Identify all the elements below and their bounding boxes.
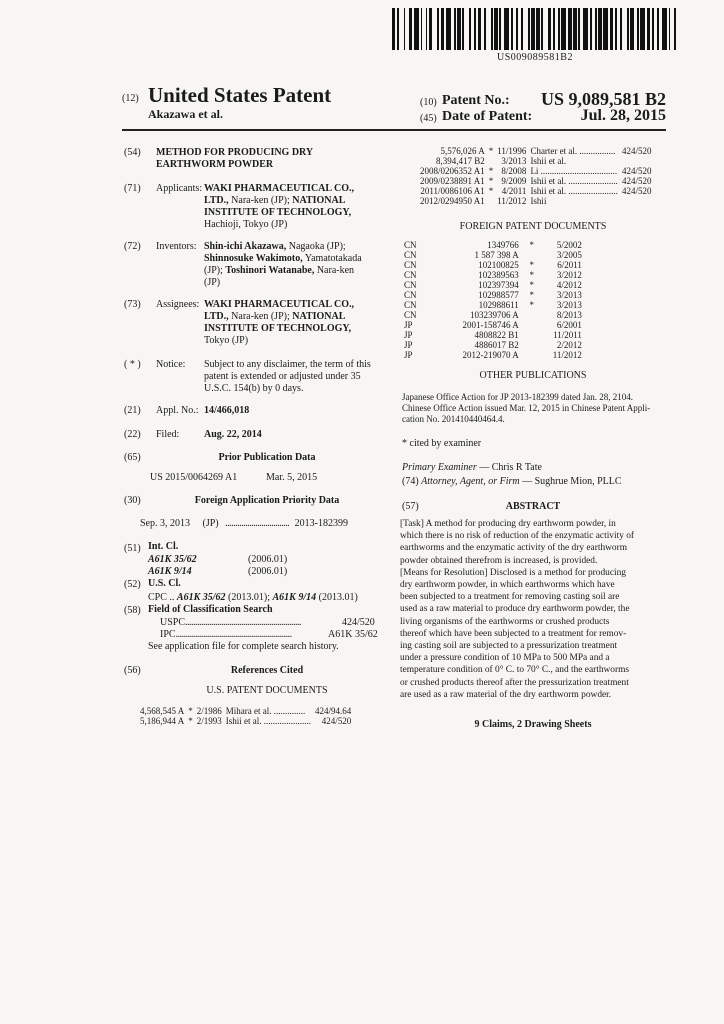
foreign-ref-row: [402, 240, 584, 250]
notice-label: Notice:: [156, 359, 186, 370]
right-ref-cell: [487, 196, 496, 206]
foreign-ref-cell: *: [529, 260, 535, 270]
code-73: (73): [124, 299, 141, 310]
foreign-ref-cell: 3/2005: [556, 250, 582, 260]
inventors-value: Shin-ichi Akazawa, Nagaoka (JP); Shinnosuke Wakimoto, Yamatotakada (JP); Toshinori Watanabe, Nara-ken (JP): [204, 241, 362, 288]
foreign-ref-cell: 102389563: [478, 270, 519, 280]
barcode-number: US009089581B2: [497, 52, 573, 63]
foreign-ref-cell: 11/2012: [552, 350, 582, 360]
foreign-priority-heading: Foreign Application Priority Data: [194, 495, 340, 506]
barcode: [392, 8, 678, 50]
abstract-line: living organisms of the earthworms or crushed products: [400, 616, 610, 627]
right-ref-cell: Ishii et al.: [530, 156, 567, 166]
foreign-ref-row: [402, 250, 584, 260]
right-ref-cell: [620, 156, 654, 166]
foreign-refs-table: [402, 240, 584, 360]
code-58: (58): [124, 605, 141, 616]
right-ref-cell: 424/520: [621, 166, 652, 176]
foreign-ref-cell: 103239706 A: [470, 310, 519, 320]
foreign-ref-cell: 1 587 398 A: [474, 250, 519, 260]
right-ref-cell: 8,394,417 B2: [436, 156, 485, 166]
foreign-ref-cell: [521, 340, 543, 350]
foreign-ref-cell: CN: [404, 280, 417, 290]
foreign-ref-cell: [521, 250, 543, 260]
code-65: (65): [124, 452, 141, 463]
assignees-label: Assignees:: [156, 299, 200, 310]
us-patent-docs-heading: U.S. PATENT DOCUMENTS: [206, 685, 328, 696]
other-pubs-heading: OTHER PUBLICATIONS: [479, 370, 587, 381]
foreign-ref-cell: JP: [404, 340, 413, 350]
ipc-value: A61K 35/62: [328, 629, 378, 640]
foreign-ref-cell: CN: [404, 260, 417, 270]
code-10: (10): [420, 97, 437, 108]
left-ref-cell: 2/1993: [196, 716, 222, 726]
foreign-ref-cell: 3/2013: [556, 300, 582, 310]
applicants-value: WAKI PHARMACEUTICAL CO., LTD., Nara-ken (JP); NATIONAL INSTITUTE OF TECHNOLOGY, Hachioji, Tokyo (JP): [204, 183, 355, 230]
foreign-ref-cell: *: [529, 240, 535, 250]
foreign-ref-row: [402, 270, 584, 280]
prior-pub-heading: Prior Publication Data: [218, 452, 316, 463]
right-ref-cell: *: [488, 166, 494, 176]
code-54: (54): [124, 147, 141, 158]
notice-text: Subject to any disclaimer, the term of this patent is extended or adjusted under 35 U.S.C. 154(b) by 0 days.: [204, 359, 371, 394]
right-ref-cell: *: [488, 176, 494, 186]
abstract-line: or crushed products thereof after the pressurization treatment: [400, 677, 629, 688]
foreign-ref-cell: *: [529, 300, 535, 310]
invention-title: METHOD FOR PRODUCING DRY EARTHWORM POWDER: [156, 147, 313, 170]
right-ref-cell: 424/520: [621, 146, 652, 156]
foreign-ref-cell: CN: [404, 300, 417, 310]
foreign-ref-cell: 102397394: [478, 280, 519, 290]
inventor-short: Akazawa et al.: [148, 107, 223, 121]
abstract-line: [Means for Resolution] Disclosed is a method for producing: [400, 567, 626, 578]
appl-number: 14/466,018: [204, 405, 250, 416]
prior-pub-date: Mar. 5, 2015: [266, 472, 318, 483]
foreign-ref-row: [402, 280, 584, 290]
right-ref-row: [418, 166, 653, 176]
right-ref-cell: 3/2013: [501, 156, 527, 166]
claims-summary: 9 Claims, 2 Drawing Sheets: [474, 719, 592, 730]
foreign-ref-cell: *: [529, 270, 535, 280]
abstract-line: [Task] A method for producing dry earthworm powder, in: [400, 519, 616, 529]
left-ref-cell: 424/520: [321, 716, 352, 726]
abstract-text: [400, 518, 666, 701]
code-12: (12): [122, 93, 139, 104]
patent-no-label: Patent No.:: [442, 93, 510, 108]
foreign-ref-cell: [521, 330, 543, 340]
foreign-ref-row: [402, 310, 584, 320]
foreign-ref-row: [402, 330, 584, 340]
foreign-ref-cell: [521, 310, 543, 320]
see-application: See application file for complete search history.: [148, 641, 339, 652]
foreign-ref-cell: 4/2012: [556, 280, 582, 290]
right-ref-row: [418, 186, 653, 196]
right-ref-cell: 2011/0086106 A1: [420, 186, 485, 196]
foreign-ref-cell: 3/2013: [556, 290, 582, 300]
foreign-ref-cell: 2012-219070 A: [462, 350, 519, 360]
foreign-priority-row: Sep. 3, 2013 (JP) ................................ 2013-182399: [140, 518, 348, 529]
filed-date: Aug. 22, 2014: [204, 429, 262, 440]
right-ref-cell: 424/520: [621, 176, 652, 186]
foreign-ref-cell: CN: [404, 310, 417, 320]
left-ref-cell: 2/1986: [196, 706, 222, 716]
int-cl-list: A61K 35/62 (2006.01) A61K 9/14 (2006.01): [148, 554, 288, 577]
applicants-label: Applicants:: [156, 183, 203, 194]
uspc-line: USPC..........................................................: [160, 617, 302, 628]
left-ref-cell: *: [188, 716, 193, 726]
code-52: (52): [124, 579, 141, 590]
right-ref-cell: 11/2012: [497, 196, 527, 206]
left-ref-cell: 5,186,944 A: [140, 716, 185, 726]
right-ref-cell: 9/2009: [501, 176, 527, 186]
foreign-ref-cell: 2001-158746 A: [462, 320, 519, 330]
other-pubs-text: Japanese Office Action for JP 2013-182399 dated Jan. 28, 2104. Chinese Office Action issued Mar. 12, 2015 in Chinese Patent Appli- cation No. 201410440464.4.: [402, 392, 651, 424]
left-ref-row: [138, 716, 353, 726]
left-ref-cell: Ishii et al. .....................: [225, 716, 312, 726]
foreign-docs-heading: FOREIGN PATENT DOCUMENTS: [459, 221, 607, 232]
refs-heading: References Cited: [230, 665, 304, 676]
abstract-line: under a pressure condition of 10 MPa to 500 MPa and a: [400, 653, 610, 664]
code-71: (71): [124, 183, 141, 194]
cpc-line: CPC .. A61K 35/62 (2013.01); A61K 9/14 (2013.01): [148, 592, 358, 603]
code-21: (21): [124, 405, 141, 416]
foreign-ref-cell: 102100825: [478, 260, 519, 270]
int-cl-label: Int. Cl.: [148, 541, 179, 552]
code-45: (45): [420, 113, 437, 124]
foreign-ref-row: [402, 300, 584, 310]
abstract-line: which there is no risk of reduction of the enzymatic activity of: [400, 531, 635, 542]
left-ref-cell: 4,568,545 A: [140, 706, 185, 716]
code-57: (57): [402, 501, 419, 512]
abstract-line: ing casting soil are subjected to a pressurization treatment: [400, 641, 618, 652]
foreign-ref-cell: 6/2001: [556, 320, 582, 330]
foreign-ref-cell: 102988611: [478, 300, 519, 310]
foreign-ref-cell: CN: [404, 270, 417, 280]
right-ref-cell: 424/520: [621, 186, 652, 196]
foreign-ref-cell: 11/2011: [553, 330, 582, 340]
right-ref-cell: 2009/0238891 A1: [420, 176, 485, 186]
foreign-ref-row: [402, 290, 584, 300]
uspc-value: 424/520: [342, 617, 375, 628]
right-ref-row: [418, 196, 653, 206]
patent-type: United States Patent: [148, 83, 332, 107]
right-ref-cell: [487, 156, 496, 166]
right-ref-row: [418, 156, 653, 166]
abstract-line: powder obtained therefrom is increased, is provided.: [400, 555, 598, 566]
foreign-ref-cell: [521, 350, 543, 360]
abstract-heading: ABSTRACT: [505, 501, 561, 512]
abstract-line: dry earthworm powder, in which earthworms which have: [400, 580, 615, 591]
foreign-ref-cell: 6/2011: [557, 260, 582, 270]
foreign-ref-cell: 4886017 B2: [474, 340, 519, 350]
us-refs-left-table: [138, 706, 353, 726]
right-ref-cell: 8/2008: [501, 166, 527, 176]
abstract-line: thereof which have been subjected to a treatment for remov-: [400, 628, 627, 639]
header-rule: [122, 129, 666, 131]
right-ref-cell: *: [488, 186, 494, 196]
attorney-line: (74) Attorney, Agent, or Firm — Sughrue Mion, PLLC: [402, 476, 622, 487]
foreign-ref-cell: 102988577: [478, 290, 519, 300]
left-ref-cell: *: [188, 706, 193, 716]
right-ref-cell: 2012/0294950 A1: [420, 196, 485, 206]
code-72: (72): [124, 241, 141, 252]
patent-no: US 9,089,581 B2: [540, 89, 666, 109]
foreign-ref-cell: 4808822 B1: [474, 330, 519, 340]
foreign-ref-cell: CN: [404, 250, 417, 260]
code-30: (30): [124, 495, 141, 506]
code-22: (22): [124, 429, 141, 440]
us-cl-label: U.S. Cl.: [148, 578, 181, 589]
foreign-ref-cell: JP: [404, 330, 413, 340]
abstract-line: are used as a raw material of the dry earthworm powder.: [400, 689, 612, 700]
right-ref-cell: Ishii: [530, 196, 547, 206]
field-search-label: Field of Classification Search: [148, 604, 273, 615]
foreign-ref-cell: JP: [404, 350, 413, 360]
cited-by-examiner: * cited by examiner: [402, 438, 482, 449]
foreign-ref-cell: CN: [404, 290, 417, 300]
foreign-ref-row: [402, 340, 584, 350]
ipc-line: IPC..........................................................: [160, 629, 292, 640]
filed-label: Filed:: [156, 429, 180, 440]
right-ref-cell: Charter et al. ................: [530, 146, 616, 156]
right-ref-row: [418, 176, 653, 186]
right-ref-row: [418, 146, 653, 156]
right-ref-cell: *: [488, 146, 494, 156]
right-ref-cell: Ishii et al. ......................: [530, 186, 618, 196]
patent-date: Jul. 28, 2015: [580, 107, 666, 124]
left-ref-cell: 424/94.64: [315, 706, 352, 716]
abstract-line: been subjected to a treatment for removing casting soil are: [400, 592, 620, 603]
abstract-line: temperature condition of 0° C. to 70° C., and the earthworms: [400, 665, 630, 676]
abstract-line: earthworms and the enzymatic activity of the dry earthworm: [400, 543, 628, 554]
abstract-line: used as a raw material to produce dry earthworm powder, the: [400, 604, 630, 615]
date-label: Date of Patent:: [442, 109, 533, 124]
appl-label: Appl. No.:: [156, 405, 199, 416]
code-notice: ( * ): [124, 359, 141, 370]
right-ref-cell: Li ..................................: [530, 166, 618, 176]
foreign-ref-cell: 3/2012: [556, 270, 582, 280]
foreign-ref-row: [402, 320, 584, 330]
right-ref-cell: 11/1996: [497, 146, 527, 156]
foreign-ref-cell: 2/2012: [556, 340, 582, 350]
foreign-ref-cell: *: [529, 290, 535, 300]
foreign-ref-cell: *: [529, 280, 535, 290]
foreign-ref-cell: 8/2013: [556, 310, 582, 320]
right-ref-cell: Ishii et al. ......................: [530, 176, 618, 186]
primary-examiner: Primary Examiner — Chris R Tate: [402, 462, 542, 473]
right-ref-cell: 2008/0206352 A1: [420, 166, 485, 176]
foreign-ref-row: [402, 260, 584, 270]
us-refs-right-table: [418, 146, 653, 206]
right-ref-cell: 4/2011: [501, 186, 527, 196]
right-ref-cell: [620, 196, 654, 206]
foreign-ref-cell: 1349766: [487, 240, 519, 250]
foreign-ref-cell: JP: [404, 320, 413, 330]
foreign-ref-row: [402, 350, 584, 360]
foreign-ref-cell: 5/2002: [556, 240, 582, 250]
inventors-label: Inventors:: [156, 241, 197, 252]
right-ref-cell: 5,576,026 A: [440, 146, 485, 156]
left-ref-row: [138, 706, 353, 716]
code-51: (51): [124, 543, 141, 554]
prior-pub-number: US 2015/0064269 A1: [150, 472, 238, 483]
code-56: (56): [124, 665, 141, 676]
assignees-value: WAKI PHARMACEUTICAL CO., LTD., Nara-ken (JP); NATIONAL INSTITUTE OF TECHNOLOGY, Tokyo (JP): [204, 299, 355, 346]
foreign-ref-cell: [521, 320, 543, 330]
left-ref-cell: Mihara et al. ..............: [225, 706, 306, 716]
foreign-ref-cell: CN: [404, 240, 417, 250]
barcode-bar: [676, 8, 678, 50]
